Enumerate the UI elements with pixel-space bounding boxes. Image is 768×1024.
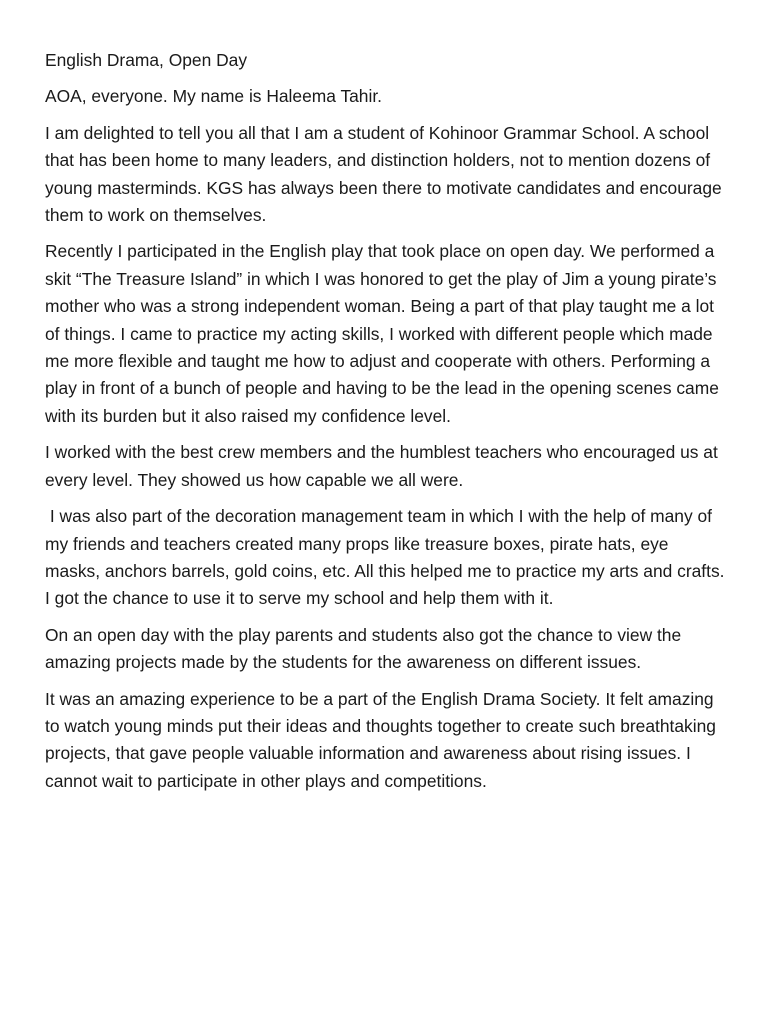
greeting-paragraph: AOA, everyone. My name is Haleema Tahir. — [45, 86, 383, 107]
paragraph-crew: I worked with the best crew members and the humblest teachers who encouraged us at every level. They showed us how capable we all were. — [45, 442, 723, 490]
paragraph-school: I am delighted to tell you all that I am a student of Kohinoor Grammar School. A school that has been home to many leaders, and distinction holders, not to mention dozens of young masterminds. KGS has always been there to motivate candidates and encourage them to work on themselves. — [45, 122, 727, 226]
paragraph-decoration: I was also part of the decoration management team in which I with the help of many of my friends and teachers created many props like treasure boxes, pirate hats, eye masks, anchors barrels, gold coins, etc. All this helped me to practice my arts and crafts. I got the chance to use it to serve my school and help them with it. — [45, 506, 730, 609]
paragraph-conclusion: It was an amazing experience to be a part of the English Drama Society. It felt amazing to watch young minds put their ideas and thoughts together to create such breathtaking projects, that gave people valuable information and awareness about rising issues. I cannot wait to participate in other plays and competitions. — [45, 688, 721, 791]
paragraph-play: Recently I participated in the English play that took place on open day. We performed a skit “The Treasure Island” in which I was honored to get the play of Jim a young pirate’s mother who was a strong independent woman. Being a part of that play taught me a lot of things. I came to practice my acting skills, I worked with different people which made me more flexible and taught me how to adjust and cooperate with others. Performing a play in front of a bunch of people and having to be the lead in the opening scenes came with its burden but it also raised my confidence level. — [45, 241, 724, 426]
paragraph-open-day: On an open day with the play parents and students also got the chance to view the amazing projects made by the students for the awareness on different issues. — [45, 624, 686, 673]
document-title: English Drama, Open Day — [45, 50, 248, 70]
